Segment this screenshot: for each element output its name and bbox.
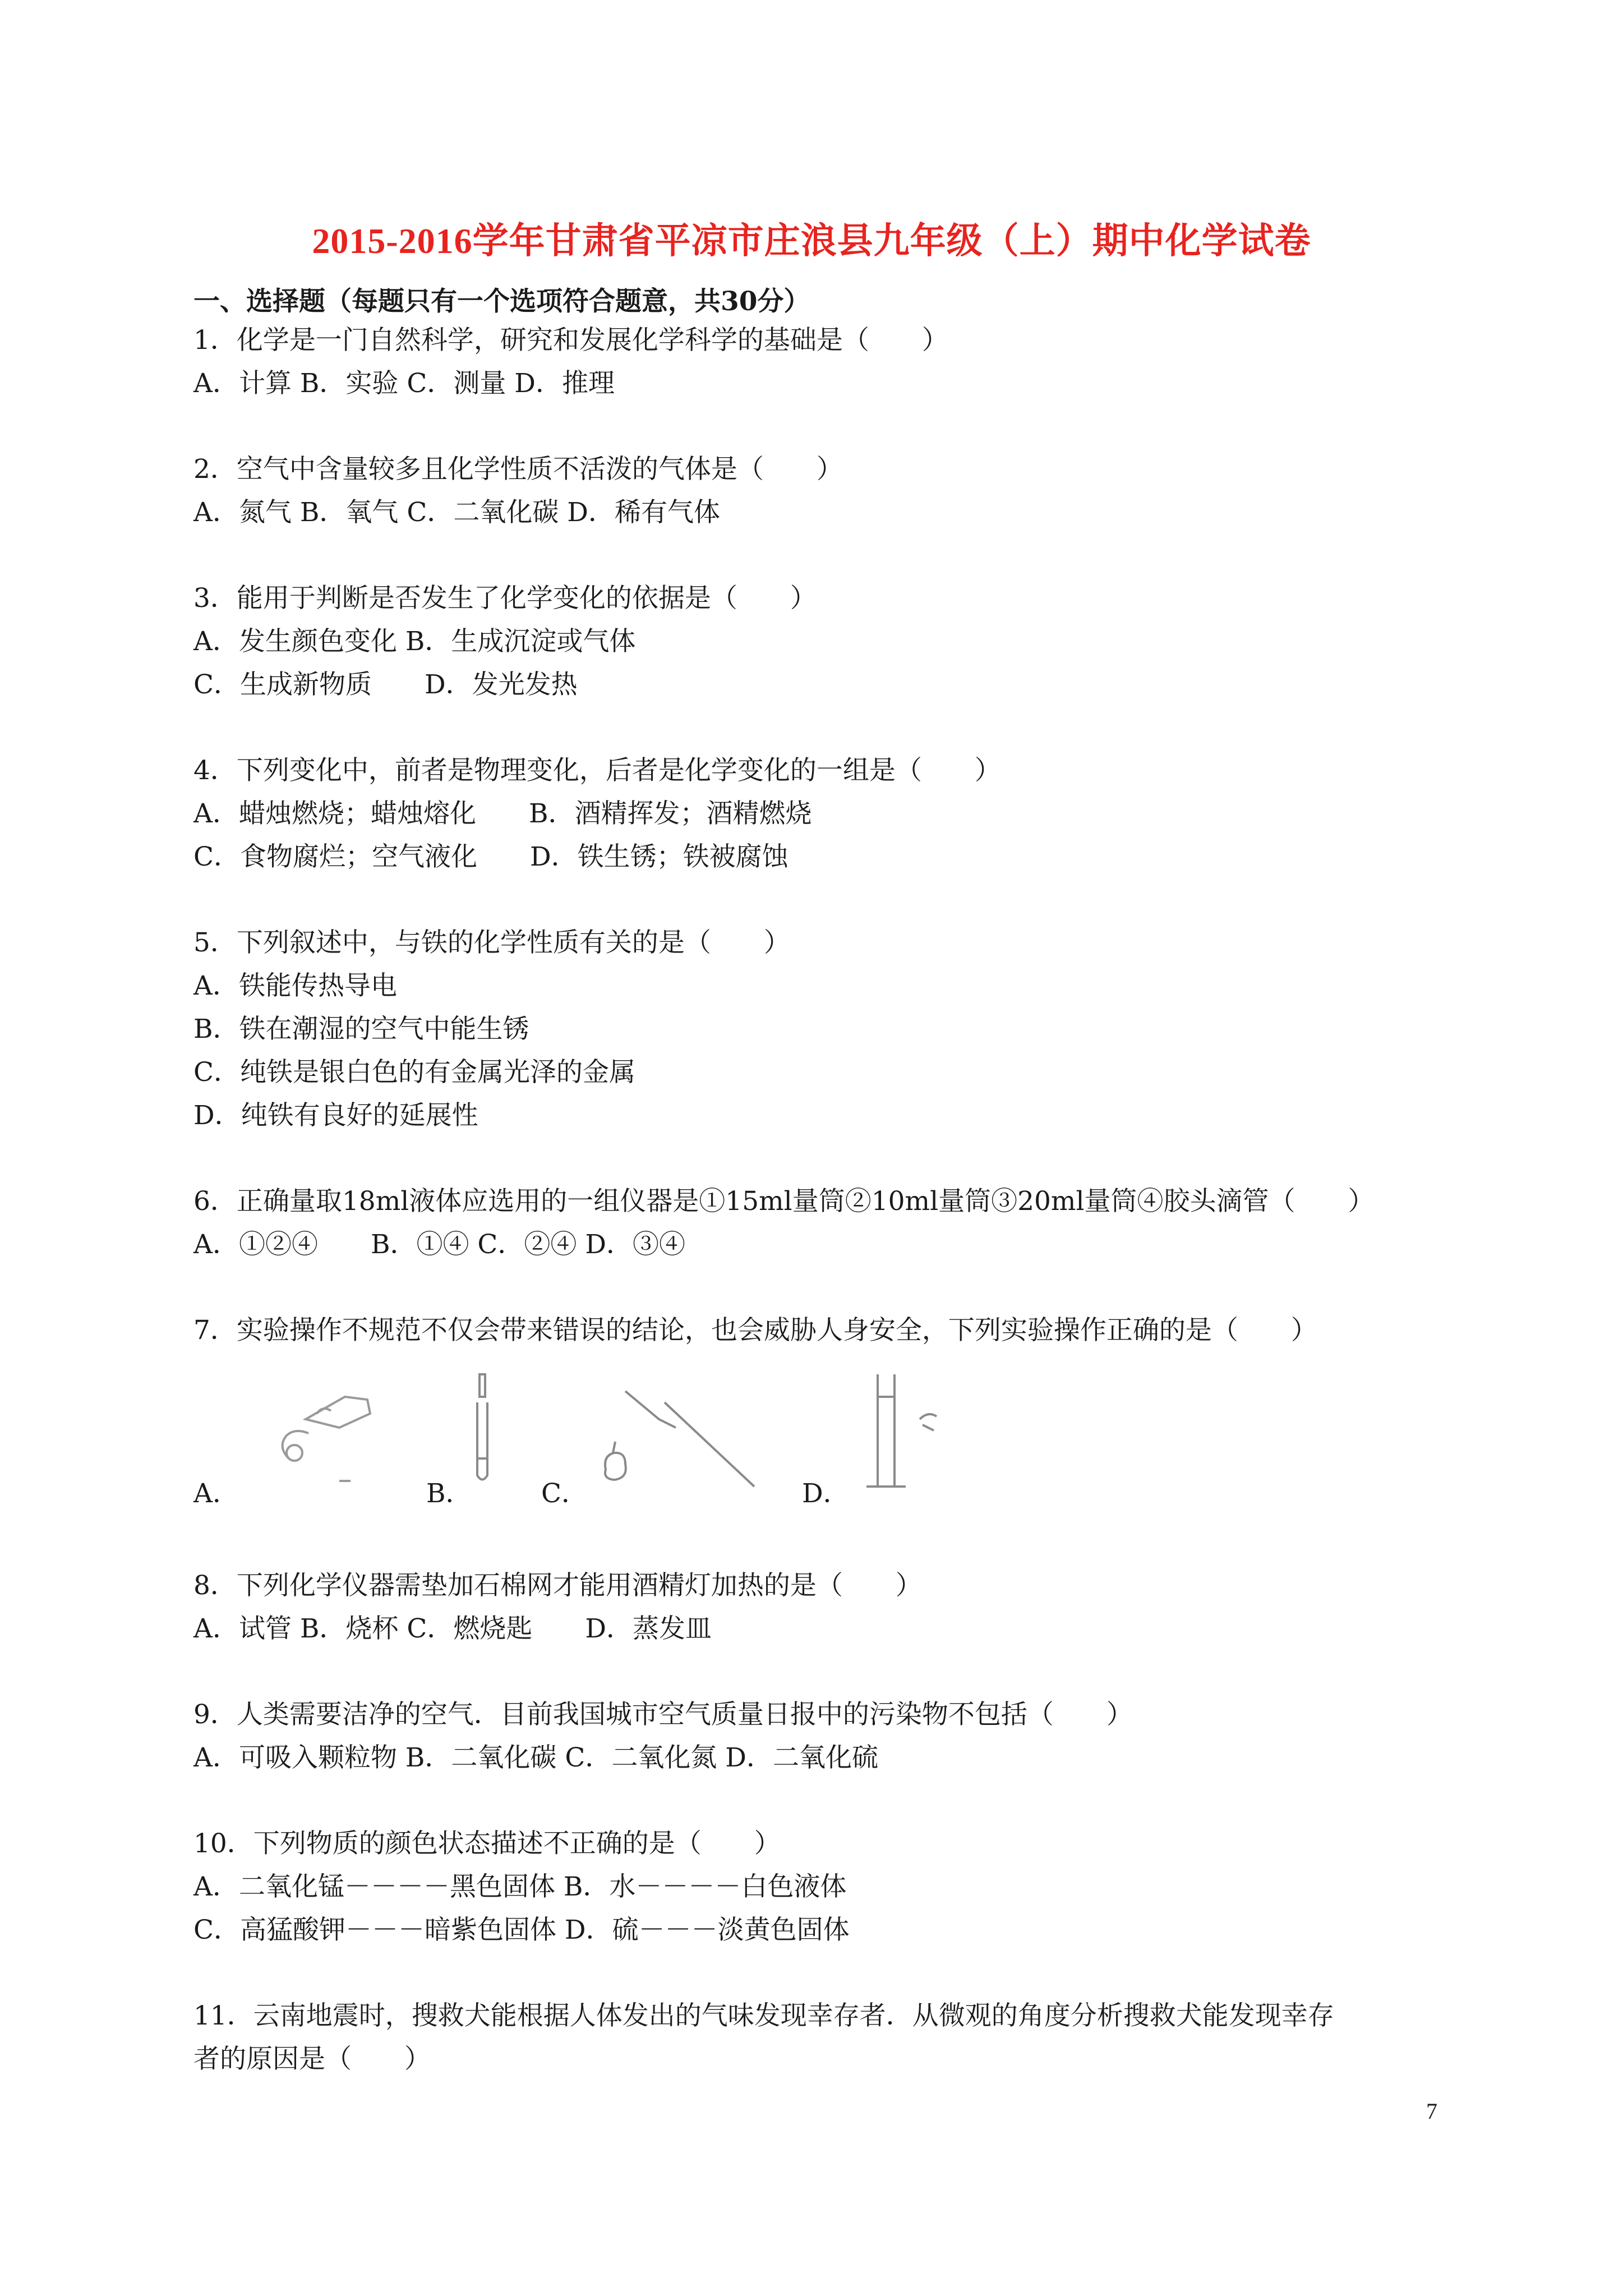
figure-d-graduated-cylinder [844, 1363, 956, 1498]
figure-b-test-tube [463, 1363, 508, 1498]
question-8-stem: 8．下列化学仪器需垫加石棉网才能用酒精灯加热的是（ ） [193, 1570, 922, 1601]
question-4-option-line-1: A．蜡烛燃烧；蜡烛熔化 B．酒精挥发；酒精燃烧 [193, 798, 812, 829]
question-5-option-a: A．铁能传热导电 [193, 970, 397, 1001]
question-1-stem: 1．化学是一门自然科学，研究和发展化学科学的基础是（ ） [193, 325, 948, 356]
question-10-stem: 10．下列物质的颜色状态描述不正确的是（ ） [193, 1828, 781, 1859]
figure-label-a: A． [193, 1478, 239, 1509]
figure-label-d: D． [802, 1478, 850, 1509]
question-1-options: A．计算 B．实验 C．测量 D．推理 [193, 368, 615, 399]
question-11-stem: 11．云南地震时，搜救犬能根据人体发出的气味发现幸存者．从微观的角度分析搜救犬能发现幸存 [193, 2000, 1334, 2031]
question-5-option-c: C．纯铁是银白色的有金属光泽的金属 [193, 1057, 635, 1088]
question-9-stem: 9．人类需要洁净的空气．目前我国城市空气质量日报中的污染物不包括（ ） [193, 1699, 1133, 1730]
question-7-stem: 7．实验操作不规范不仅会带来错误的结论，也会威胁人身安全，下列实验操作正确的是（ ） [193, 1315, 1317, 1346]
question-6-stem: 6．正确量取18ml液体应选用的一组仪器是①15ml量筒②10ml量筒③20ml量筒④胶头滴管（ ） [193, 1186, 1375, 1217]
question-2-options: A．氮气 B．氧气 C．二氧化碳 D．稀有气体 [193, 497, 720, 528]
question-8-options: A．试管 B．烧杯 C．燃烧匙 D．蒸发皿 [193, 1613, 712, 1644]
question-6-options: A．①②④ B．①④ C．②④ D．③④ [193, 1229, 686, 1260]
question-3-option-line-1: A．发生颜色变化 B．生成沉淀或气体 [193, 626, 636, 657]
section-heading: 一、选择题（每题只有一个选项符合题意，共30分） [193, 286, 810, 317]
question-10-option-line-1: A．二氧化锰－－－－黑色固体 B．水－－－－白色液体 [193, 1871, 847, 1902]
question-2-stem: 2．空气中含量较多且化学性质不活泼的气体是（ ） [193, 454, 843, 485]
question-10-option-line-2: C．高猛酸钾－－－暗紫色固体 D．硫－－－淡黄色固体 [193, 1915, 850, 1945]
figure-a-pour-liquid [255, 1374, 401, 1487]
question-4-stem: 4．下列变化中，前者是物理变化，后者是化学变化的一组是（ ） [193, 755, 1001, 786]
question-5-option-d: D．纯铁有良好的延展性 [193, 1100, 478, 1131]
question-7-figures [193, 1363, 1203, 1509]
question-4-option-line-2: C．食物腐烂；空气液化 D．铁生锈；铁被腐蚀 [193, 841, 789, 872]
question-5-stem: 5．下列叙述中，与铁的化学性质有关的是（ ） [193, 927, 790, 958]
figure-label-c: C． [541, 1478, 588, 1509]
question-11-stem-continued: 者的原因是（ ） [193, 2044, 431, 2074]
page-number: 7 [1426, 2099, 1437, 2124]
figure-c-alcohol-lamp [580, 1380, 766, 1498]
exam-title: 2015-2016学年甘肃省平凉市庄浪县九年级（上）期中化学试卷 [312, 221, 1311, 261]
figure-label-b: B． [426, 1478, 472, 1509]
question-3-stem: 3．能用于判断是否发生了化学变化的依据是（ ） [193, 583, 817, 614]
question-9-options: A．可吸入颗粒物 B．二氧化碳 C．二氧化氮 D．二氧化硫 [193, 1742, 878, 1773]
question-5-option-b: B．铁在潮湿的空气中能生锈 [193, 1014, 529, 1045]
question-3-option-line-2: C．生成新物质 D．发光发热 [193, 669, 578, 700]
